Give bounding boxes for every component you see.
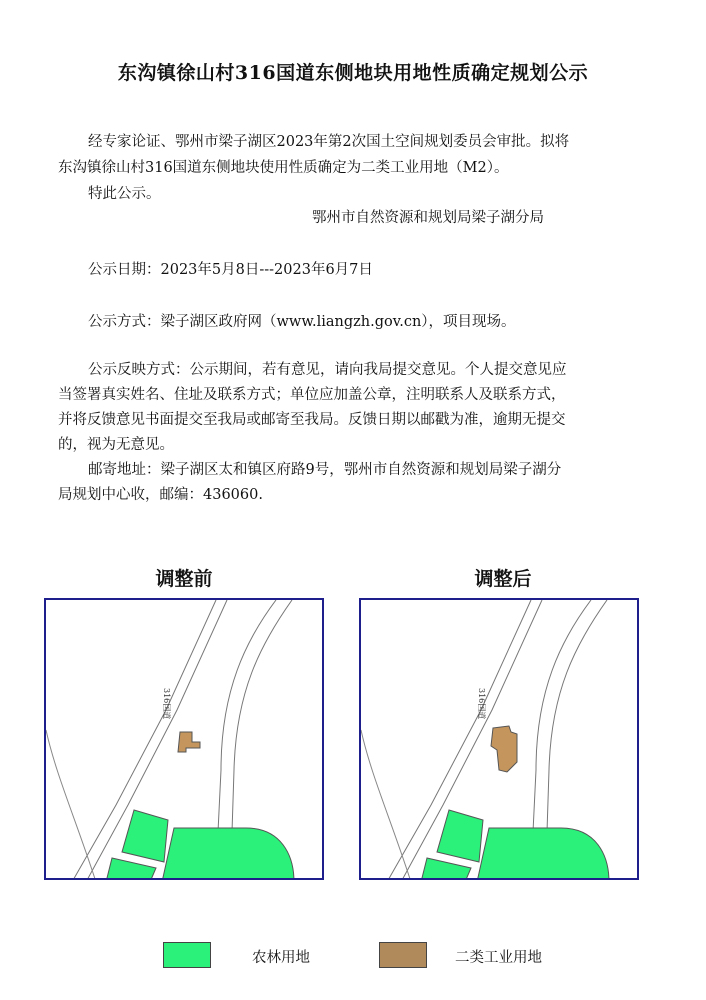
map-after: [359, 598, 639, 880]
feedback-line4: 的，视为无意见。: [58, 437, 174, 453]
industrial-plot: [491, 726, 517, 772]
secondary-road-edge-east: [547, 600, 607, 832]
mailing-address-line1: 邮寄地址：梁子湖区太和镇区府路9号，鄂州市自然资源和规划局梁子湖分: [88, 462, 562, 478]
agri-plot: [122, 810, 168, 862]
notice-text: 特此公示。: [88, 186, 161, 202]
road-label: 316国道: [162, 688, 171, 720]
issuer-signature: 鄂州市自然资源和规划局梁子湖分局: [312, 210, 544, 226]
industrial-plot: [178, 732, 200, 752]
agri-plot: [162, 828, 294, 880]
feedback-line1: 公示反映方式：公示期间，若有意见，请向我局提交意见。个人提交意见应: [88, 362, 567, 378]
boundary-line-west: [46, 730, 96, 880]
map-after-title: 调整后: [474, 568, 532, 590]
map-before: [44, 598, 324, 880]
agri-plot: [477, 828, 609, 880]
agri-plot: [106, 858, 156, 880]
feedback-line2: 当签署真实姓名、住址及联系方式；单位应加盖公章，注明联系人及联系方式，: [58, 387, 566, 403]
legend-agri-label: 农林用地: [252, 950, 310, 966]
legend-industrial-swatch: [379, 942, 427, 968]
publicity-method: 公示方式：梁子湖区政府网（www.liangzh.gov.cn），项目现场。: [88, 314, 516, 330]
paragraph-approval-line1: 经专家论证、鄂州市梁子湖区2023年第2次国土空间规划委员会审批。拟将: [88, 134, 570, 150]
paragraph-approval-line2: 东沟镇徐山村316国道东侧地块使用性质确定为二类工业用地（M2）。: [58, 160, 509, 176]
publicity-date: 公示日期：2023年5月8日---2023年6月7日: [88, 262, 373, 278]
page-title: 东沟镇徐山村316国道东侧地块用地性质确定规划公示: [117, 62, 589, 84]
secondary-road-edge-west: [218, 600, 276, 832]
secondary-road-edge-east: [232, 600, 292, 832]
mailing-address-line2: 局规划中心收，邮编：436060.: [58, 487, 263, 503]
agri-plot: [437, 810, 483, 862]
feedback-line3: 并将反馈意见书面提交至我局或邮寄至我局。反馈日期以邮戳为准，逾期无提交: [58, 412, 566, 428]
legend-agri-swatch: [163, 942, 211, 968]
road-label: 316国道: [477, 688, 486, 720]
boundary-line-west: [361, 730, 411, 880]
secondary-road-edge-west: [533, 600, 591, 832]
agri-plot: [421, 858, 471, 880]
map-before-title: 调整前: [155, 568, 213, 590]
legend-industrial-label: 二类工业用地: [455, 950, 542, 966]
